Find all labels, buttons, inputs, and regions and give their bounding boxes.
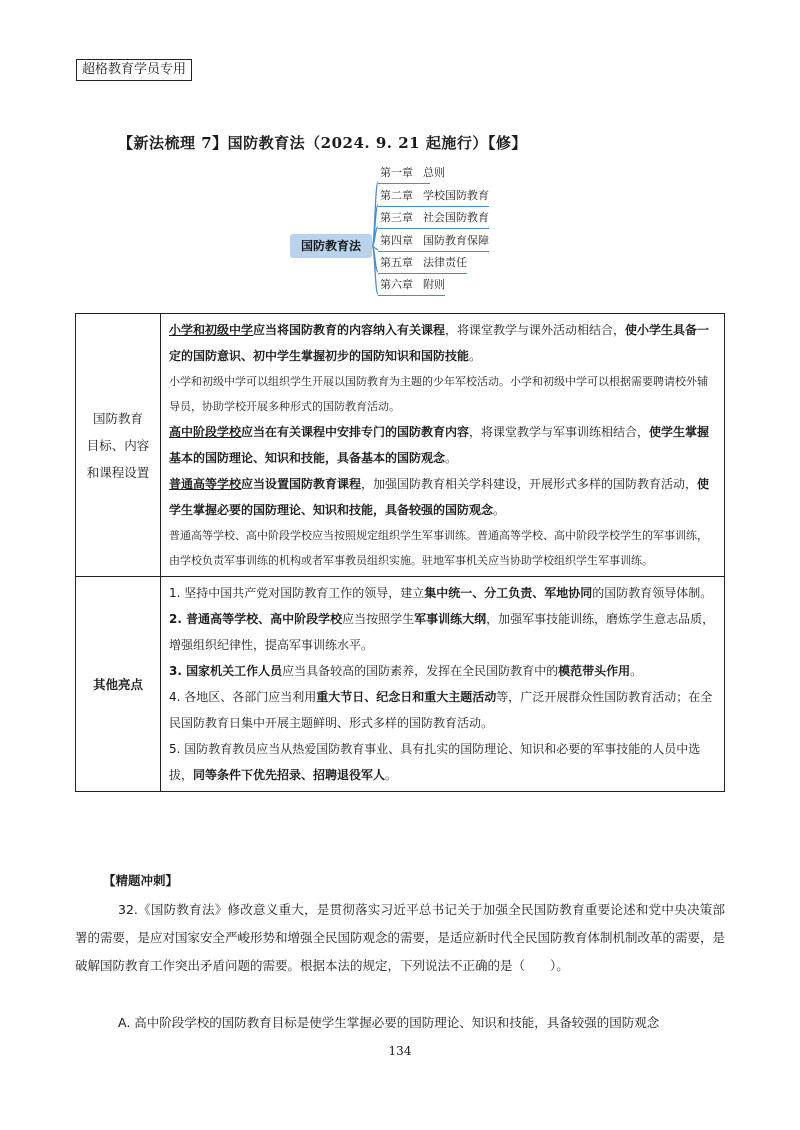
chapter-title: 国防教育保障 [423, 234, 489, 247]
bold-text: 使学生掌握基本的国防理论、知识和技能，具备基本的国防观念 [169, 425, 710, 465]
page-number: 134 [388, 1044, 412, 1058]
highlight-item-2 [169, 606, 716, 658]
primary-school-paragraph [169, 317, 716, 369]
chapter-number: 第五章 [380, 256, 413, 269]
highlights-content [161, 577, 725, 792]
bold-text: 集中统一、分工负责、军地协同 [424, 586, 593, 600]
chapter-number: 第二章 [380, 189, 413, 202]
high-school-paragraph [169, 419, 716, 471]
plain-text: 。 [493, 503, 506, 517]
military-training-note: 普通高等学校、高中阶段学校应当按照规定组织学生军事训练。普通高等学校、高中阶段学校学生的军事训练，由学校负责军事训练的机构或者军事教员组织实施。驻地军事机关应当协助学校组织学生军事训练。 [169, 529, 708, 567]
plain-text: 等，广泛开展群众性国防教育活动；在全民国防教育日集中开展主题鲜明、形式多样的国防教育活动。 [169, 690, 713, 730]
mindmap-chapter-1 [378, 164, 445, 184]
table-row [76, 577, 725, 792]
underlined-term: 普通高等学校 [169, 477, 242, 491]
option-a: A. 高中阶段学校的国防教育目标是使学生掌握必要的国防理论、知识和技能，具备较强的国防观念 [118, 1015, 660, 1030]
highlight-item-5 [169, 736, 716, 788]
chapter-title: 学校国防教育 [423, 189, 489, 202]
plain-text: 。 [385, 768, 398, 782]
highlight-item-1 [169, 580, 716, 606]
highlight-item-4 [169, 684, 716, 736]
mindmap-chapter-3 [378, 209, 489, 229]
sprint-label: 【精题冲刺】 [103, 873, 179, 888]
mindmap-chapter-2 [378, 187, 489, 207]
bold-text: 军事训练大纲 [414, 612, 487, 626]
label-line: 目标、内容 [86, 437, 150, 453]
section-title: 【新法梳理 7】国防教育法（2024. 9. 21 起施行）【修】 [118, 134, 527, 152]
plain-text: 1. 坚持中国共产党对国防教育工作的领导，建立 [169, 586, 425, 600]
question-text: 32.《国防教育法》修改意义重大，是贯彻落实习近平总书记关于加强全民国防教育重要论述和党中央决策部署的需要，是应对国家安全严峻形势和增强全民国防观念的需要，是适应新时代全民国防教育体制机制改革的需要，是破解国防教育工作突出矛盾问题的需要。根据本法的规定，下列说法不正确的是（ ）。 [75, 902, 726, 973]
plain-text: 应当具备较高的国防素养，发挥在全民国防教育中的 [282, 664, 559, 678]
primary-school-note: 小学和初级中学可以组织学生开展以国防教育为主题的少年军校活动。小学和初级中学可以根据需要聘请校外辅导员，协助学校开展多种形式的国防教育活动。 [169, 375, 708, 413]
objectives-content [161, 314, 725, 577]
plain-text: 应当按照学生 [342, 612, 415, 626]
plain-text: ，加强国防教育相关学科建设，开展形式多样的国防教育活动， [361, 477, 698, 491]
bold-text: 应当在有关课程中安排专门的国防教育内容 [241, 425, 470, 439]
highlight-item-3 [169, 658, 716, 684]
chapter-title: 社会国防教育 [423, 211, 489, 224]
table-row [76, 314, 725, 577]
plain-text: ，加强军事技能训练，磨炼学生意志品质，增强组织纪律性，提高军事训练水平。 [169, 612, 715, 652]
underlined-term: 高中阶段学校 [169, 425, 242, 439]
mindmap-chapter-4 [378, 232, 489, 252]
bold-text: 使学生掌握必要的国防理论、知识和技能，具备较强的国防观念 [169, 477, 710, 517]
bold-text: 同等条件下优先招录、招聘退役军人 [193, 768, 386, 782]
chapter-number: 第三章 [380, 211, 413, 224]
bold-text: 2. 普通高等学校、高中阶段学校 [169, 612, 343, 626]
label-line: 国防教育 [92, 410, 143, 426]
header-label: 超格教育学员专用 [76, 59, 192, 81]
bold-text: 应当将国防教育的内容纳入有关课程 [253, 323, 446, 337]
plain-text: ，将课堂教学与课外活动相结合， [445, 323, 626, 337]
plain-text: 5. 国防教育教员应当从热爱国防教育事业、具有扎实的国防理论、知识和必要的军事技能的人员中选拔， [169, 742, 701, 782]
chapter-mindmap [286, 164, 526, 304]
bold-text: 重大节日、纪念日和重大主题活动 [316, 690, 497, 704]
plain-text: 4. 各地区、各部门应当利用 [169, 690, 317, 704]
university-paragraph [169, 471, 716, 523]
chapter-number: 第六章 [380, 278, 413, 291]
plain-text: 。 [445, 451, 458, 465]
plain-text: 。 [469, 349, 482, 363]
law-summary-table [75, 313, 725, 792]
bold-text: 3. 国家机关工作人员 [169, 664, 283, 678]
label-line: 和课程设置 [86, 464, 150, 480]
chapter-title: 附则 [423, 278, 445, 291]
chapter-number: 第一章 [380, 166, 413, 179]
underlined-term: 小学和初级中学 [169, 323, 254, 337]
row-label-objectives [76, 314, 161, 577]
label-line: 其他亮点 [92, 676, 143, 692]
row-label-highlights [76, 577, 161, 792]
mindmap-chapter-6 [378, 276, 445, 296]
bold-text: 模范带头作用 [558, 664, 631, 678]
plain-text: 的国防教育领导体制。 [592, 586, 713, 600]
chapter-title: 法律责任 [423, 256, 467, 269]
mindmap-root: 国防教育法 [290, 234, 372, 258]
chapter-title: 总则 [423, 166, 445, 179]
plain-text: ，将课堂教学与军事训练相结合， [469, 425, 650, 439]
bold-text: 应当设置国防教育课程 [241, 477, 362, 491]
bold-text: 使小学生具备一定的国防意识、初中学生掌握初步的国防知识和国防技能 [169, 323, 710, 363]
mindmap-chapter-5 [378, 254, 467, 274]
plain-text: 。 [630, 664, 643, 678]
chapter-number: 第四章 [380, 234, 413, 247]
